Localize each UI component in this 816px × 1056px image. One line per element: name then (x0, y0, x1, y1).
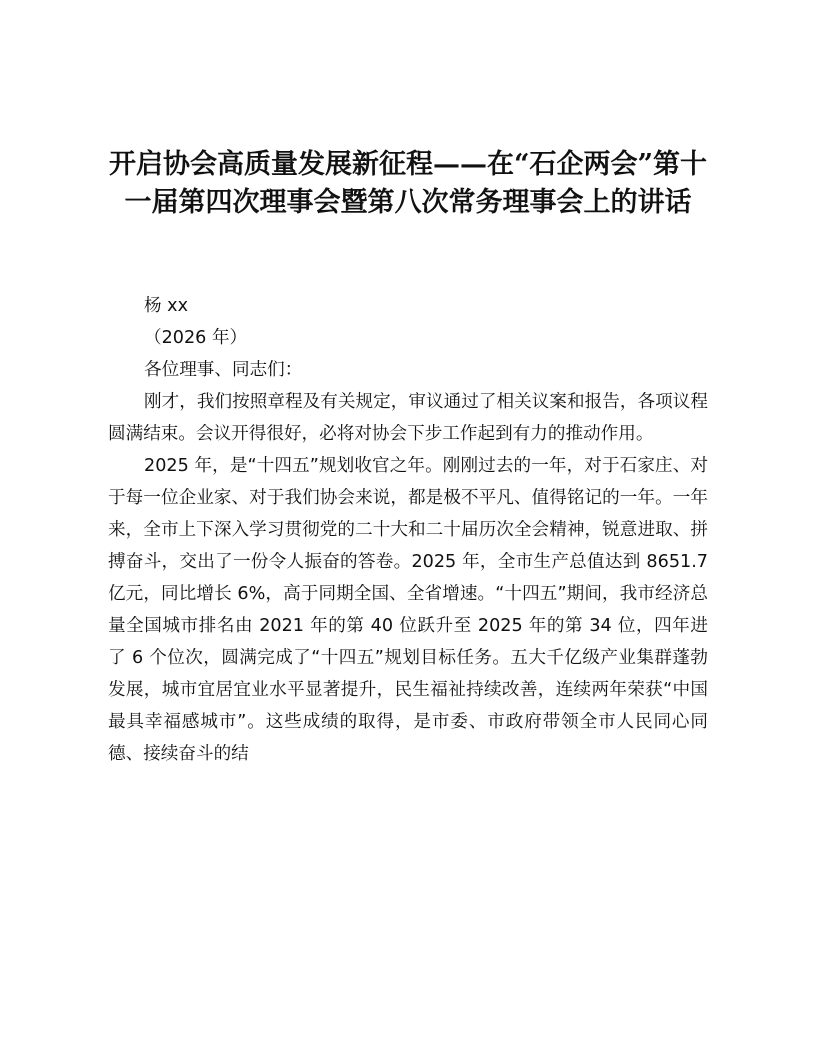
paragraph-2: 2025 年，是“十四五”规划收官之年。刚刚过去的一年，对于石家庄、对于每一位企业家、对于我们协会来说，都是极不平凡、值得铭记的一年。一年来，全市上下深入学习贯彻党的二十大和二十届历次全会精神，锐意进取、拼搏奋斗，交出了一份令人振奋的答卷。2025 年，全市生产总值达到 8651.7 亿元，同比增长 6%，高于同期全国、全省增速。“十四五”期间，我市经济总量全国城市排名由 2021 年的第 40 位跃升至 2025 年的第 34 位，四年进了 6 个位次，圆满完成了“十四五”规划目标任务。五大千亿级产业集群蓬勃发展，城市宜居宜业水平显著提升，民生福祉持续改善，连续两年荣获“中国最具幸福感城市”。这些成绩的取得，是市委、市政府带领全市人民同心同德、接续奋斗的结 (108, 456, 708, 764)
author-line: 杨 xx (144, 296, 189, 316)
document-body (108, 290, 708, 770)
salutation: 各位理事、同志们： (144, 360, 303, 380)
paragraph-1: 刚才，我们按照章程及有关规定，审议通过了相关议案和报告，各项议程圆满结束。会议开得很好，必将对协会下步工作起到有力的推动作用。 (108, 392, 708, 444)
document-title: 开启协会高质量发展新征程——在“石企两会”第十一届第四次理事会暨第八次常务理事会上的讲话 (108, 149, 708, 218)
year-line: （2026 年） (144, 328, 248, 348)
